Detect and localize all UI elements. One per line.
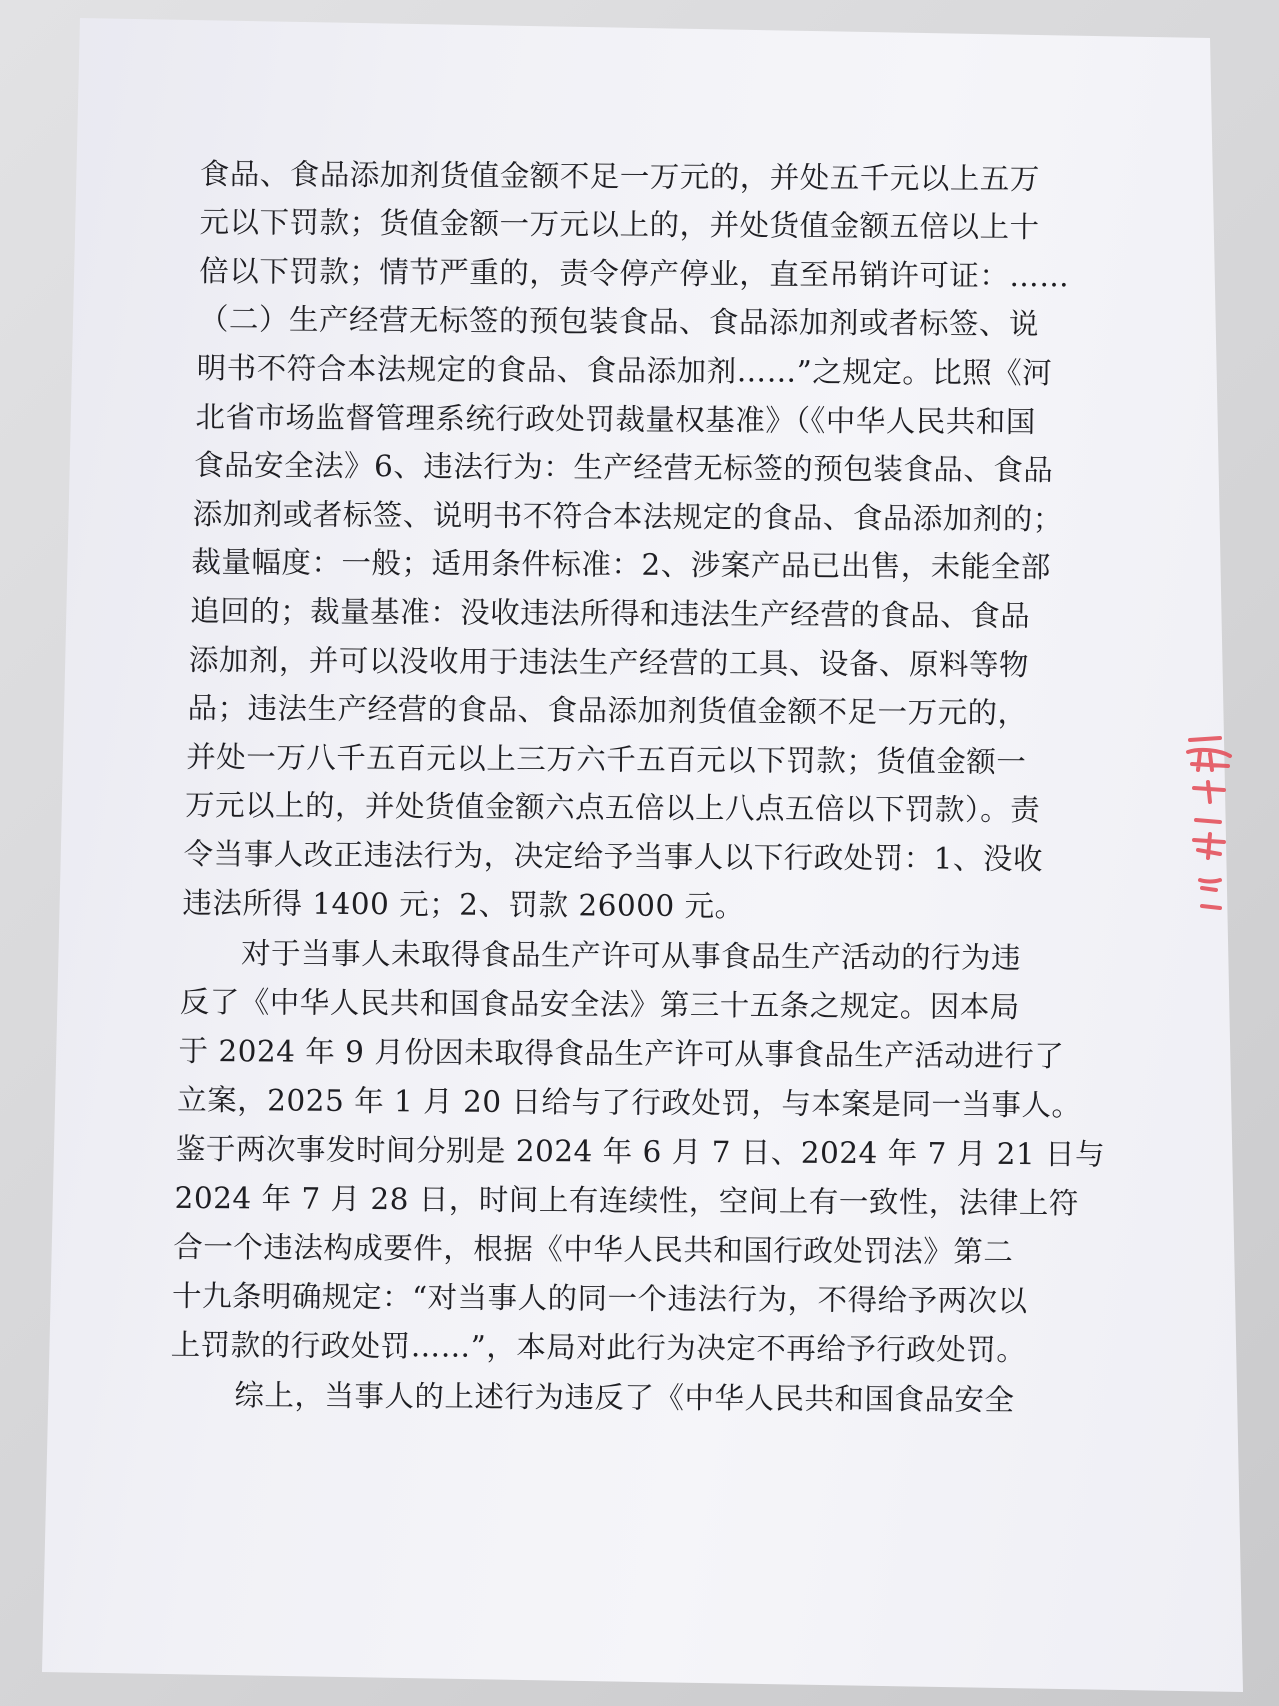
text-line: 元以下罚款；货值金额一万元以上的，并处货值金额五倍以上十 xyxy=(199,204,1040,245)
text-line: 立案，2025 年 1 月 20 日给与了行政处罚，与本案是同一当事人。 xyxy=(177,1082,1082,1123)
text-line: 追回的；裁量基准：没收违法所得和违法生产经营的食品、食品 xyxy=(190,593,1031,634)
text-line: 添加剂，并可以没收用于违法生产经营的工具、设备、原料等物 xyxy=(188,642,1030,683)
text-line: 2024 年 7 月 28 日，时间上有连续性，空间上有一致性，法律上符 xyxy=(174,1180,1079,1221)
text-line: 食品、食品添加剂货值金额不足一万元的，并处五千元以上五万 xyxy=(199,156,1040,197)
text-line: 品；违法生产经营的食品、食品添加剂货值金额不足一万元的， xyxy=(187,690,1028,731)
text-line: 添加剂或者标签、说明书不符合本法规定的食品、食品添加剂的； xyxy=(192,496,1063,537)
seal-stamp-mark xyxy=(1180,730,1260,960)
text-line: （二）生产经营无标签的预包装食品、食品添加剂或者标签、说 xyxy=(198,301,1040,342)
text-line: 反了《中华人民共和国食品安全法》第三十五条之规定。因本局 xyxy=(179,984,1020,1025)
text-line: 倍以下罚款；情节严重的，责令停产停业，直至吊销许可证：…… xyxy=(199,253,1070,294)
text-line: 上罚款的行政处罚……”，本局对此行为决定不再给予行政处罚。 xyxy=(170,1327,1027,1368)
text-line: 令当事人改正违法行为，决定给予当事人以下行政处罚：1、没收 xyxy=(183,836,1044,877)
paragraph-first-line: 对于当事人未取得食品生产许可从事食品生产活动的行为违 xyxy=(241,936,1022,976)
text-line: 北省市场监督管理系统行政处罚裁量权基准》（《中华人民共和国 xyxy=(195,399,1036,440)
text-line: 于 2024 年 9 月份因未取得食品生产许可从事食品生产活动进行了 xyxy=(178,1033,1065,1074)
paragraph-first-line: 综上，当事人的上述行为违反了《中华人民共和国食品安全 xyxy=(234,1378,1015,1417)
text-line: 裁量幅度：一般；适用条件标准：2、涉案产品已出售，未能全部 xyxy=(191,544,1051,585)
text-line: 明书不符合本法规定的食品、食品添加剂……”之规定。比照《河 xyxy=(196,350,1053,391)
text-line: 十九条明确规定：“对当事人的同一个违法行为，不得给予两次以 xyxy=(171,1278,1028,1319)
text-line: 鉴于两次事发时间分别是 2024 年 6 月 7 日、2024 年 7 月 21 日与 xyxy=(175,1131,1106,1172)
text-line: 违法所得 1400 元；2、罚款 26000 元。 xyxy=(182,885,745,924)
text-line: 合一个违法构成要件，根据《中华人民共和国行政处罚法》第二 xyxy=(173,1229,1014,1269)
text-line: 并处一万八千五百元以上三万六千五百元以下罚款；货值金额一 xyxy=(186,739,1027,780)
text-line: 万元以上的，并处货值金额六点五倍以上八点五倍以下罚款）。责 xyxy=(184,787,1041,828)
text-line: 食品安全法》6、违法行为：生产经营无标签的预包装食品、食品 xyxy=(193,447,1054,488)
